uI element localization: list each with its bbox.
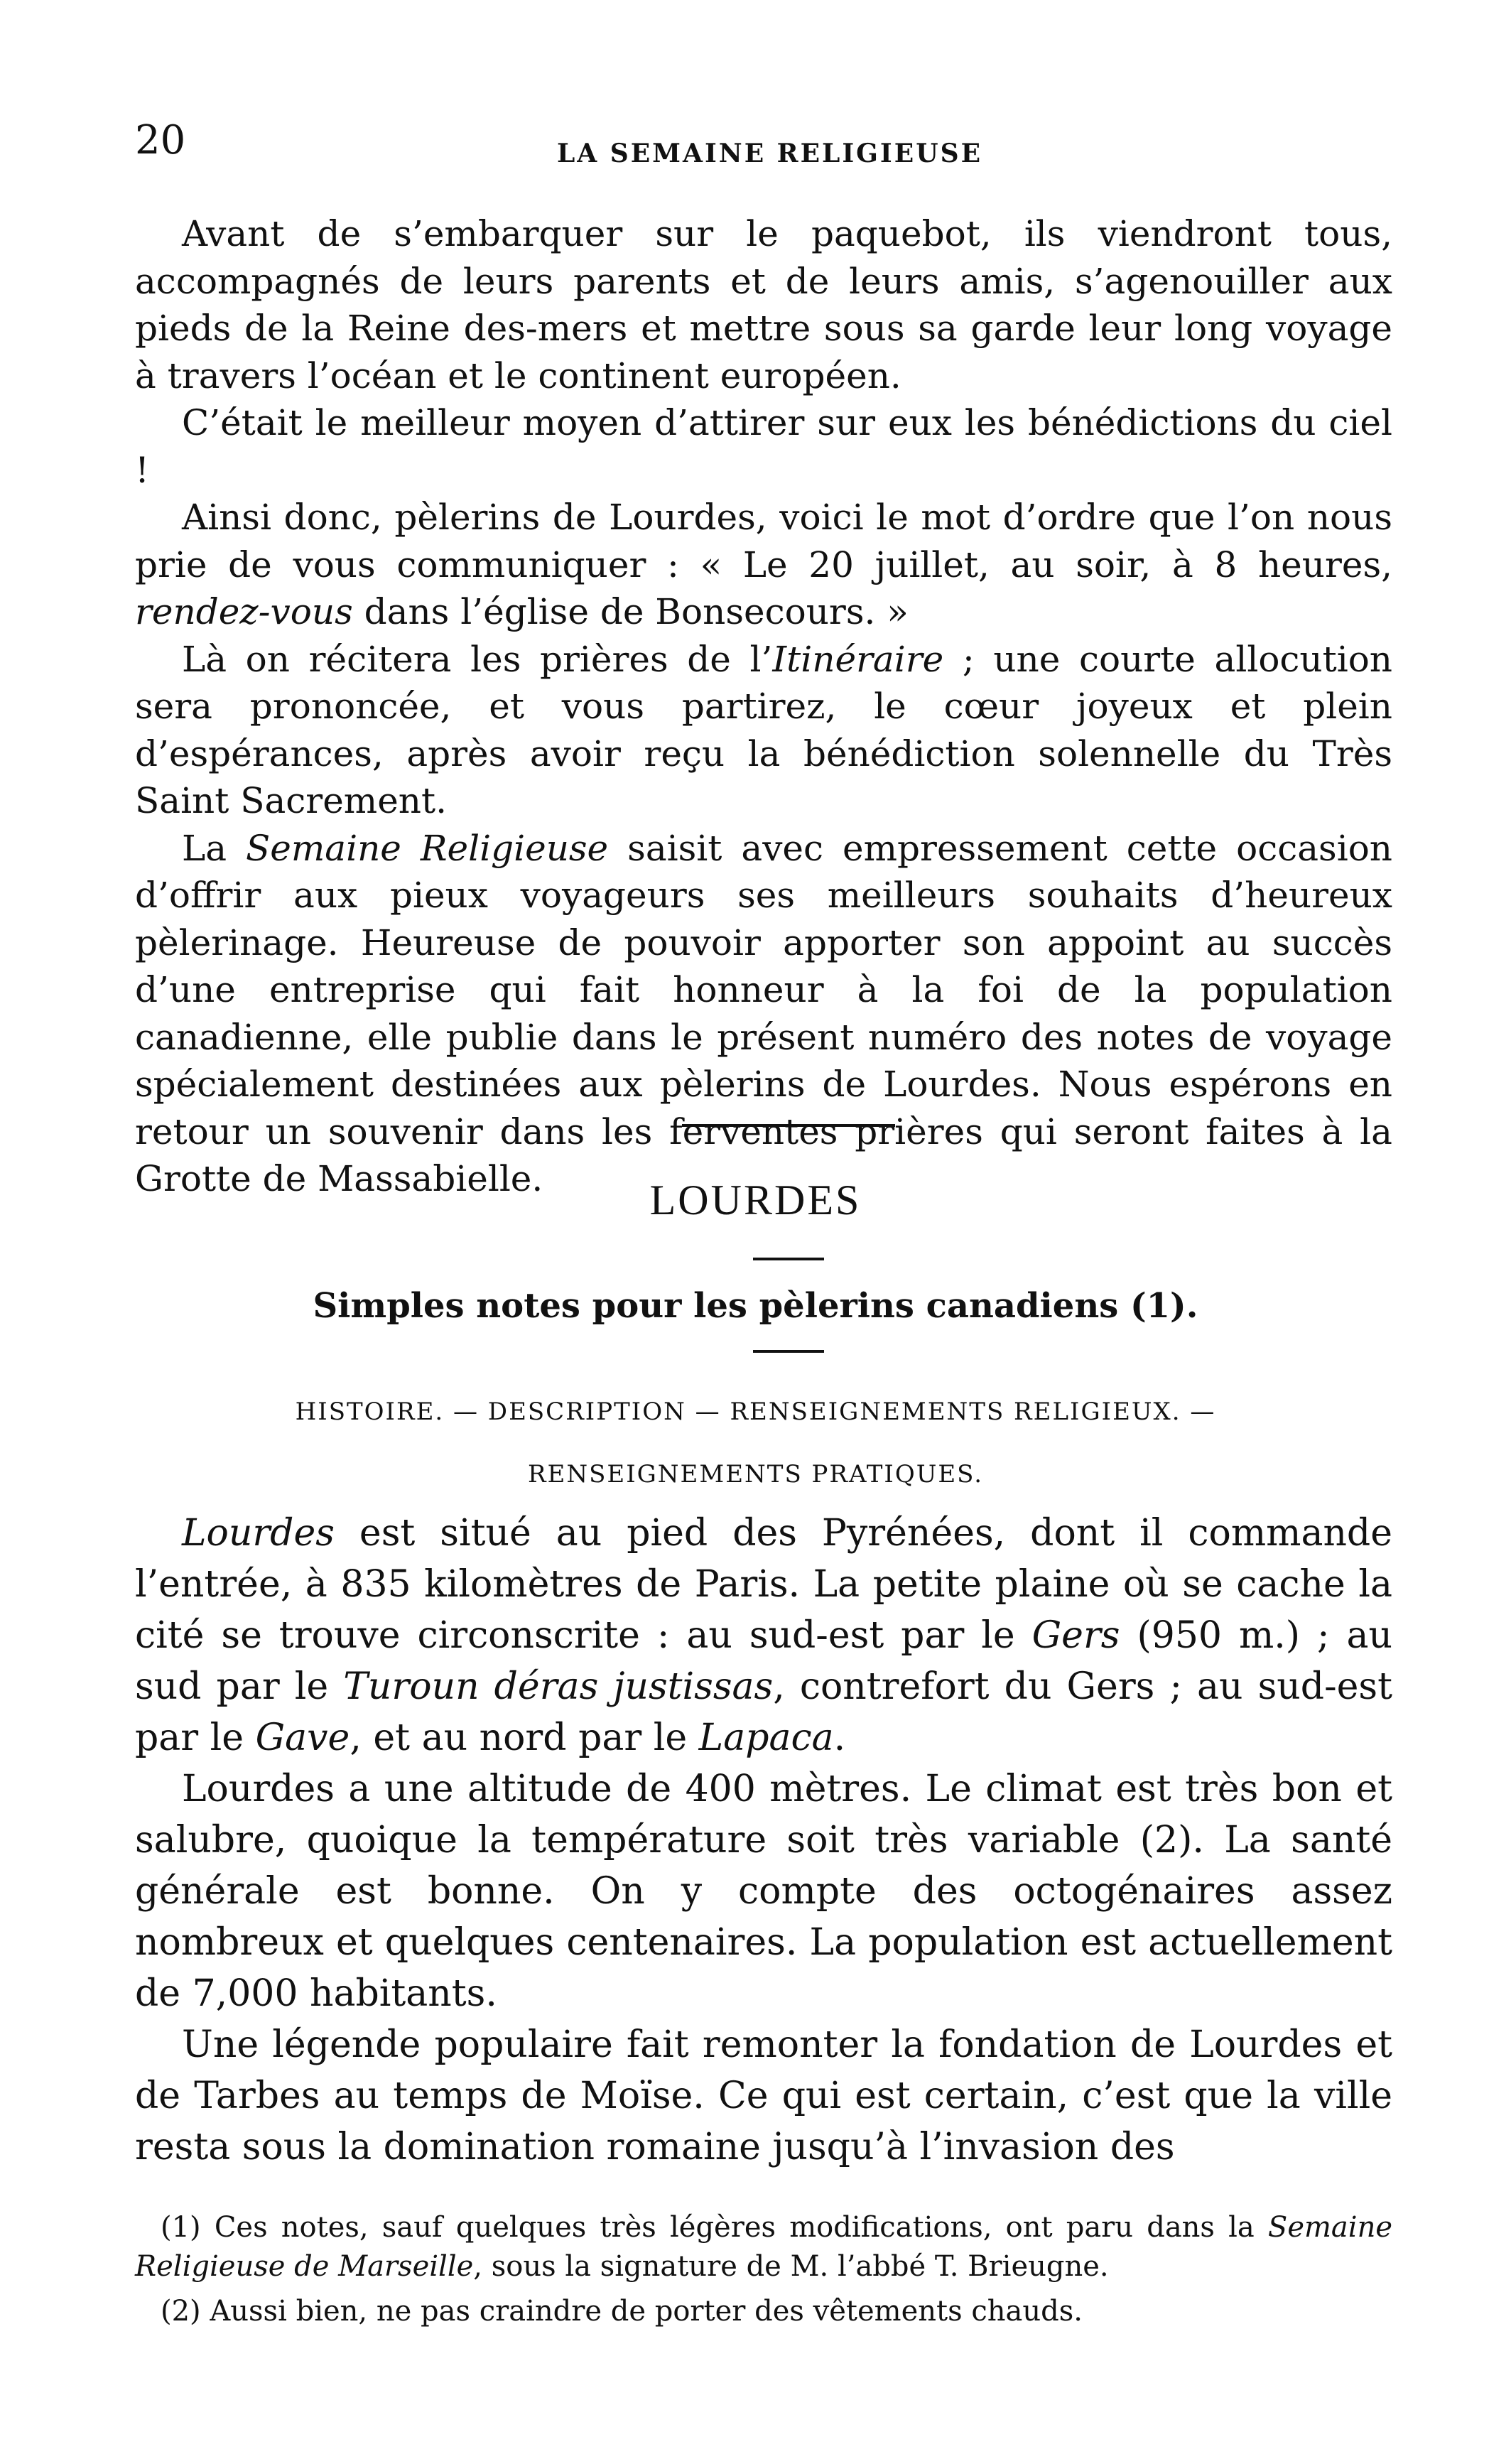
text-run: Là on récitera les prières de l’	[182, 638, 773, 680]
section-list: RENSEIGNEMENTS PRATIQUES.	[527, 1460, 984, 1488]
italic-run: Lapaca	[698, 1717, 834, 1759]
body-paragraph: Lourdes a une altitude de 400 mètres. Le climat est très bon et salubre, quoique la température soit très variable (2). La santé générale est bonne. On y compte des octogénaires assez nombreux et quelques centenaires. La population est actuellement de 7,000 habitants.	[135, 1768, 1392, 2015]
section-list: HISTOIRE. — DESCRIPTION — RENSEIGNEMENTS RELIGIEUX. —	[295, 1398, 1216, 1426]
text-run: , et au nord par le	[350, 1717, 699, 1759]
italic-run: Turoun déras justissas	[343, 1665, 774, 1708]
footnotes	[135, 2208, 1392, 2331]
article-body	[135, 1508, 1392, 2173]
article-title: LOURDES	[649, 1177, 862, 1223]
italic-run: Lourdes	[182, 1512, 335, 1555]
italic-run: rendez-vous	[135, 591, 353, 632]
intro-paragraph	[135, 825, 1392, 1203]
text-run: saisit avec empressement cette occasion d’offrir aux pieux voyageurs ses meilleurs souhaits d’heureux pèlerinage. Heureuse de pouvoir apporter son appoint au succès d’une entreprise qui fait honneur à la foi de la population canadienne, elle publie dans le présent numéro des notes de voyage spécialement destinées aux pèlerins de Lourdes. Nous espérons en retour un souvenir dans les ferventes prières qui seront faites à la Grotte de Massabielle.	[135, 827, 1393, 1199]
page-number: 20	[135, 117, 186, 163]
title-rule	[753, 1258, 824, 1260]
intro-paragraph: C’était le meilleur moyen d’attirer sur eux les bénédictions du ciel !	[135, 402, 1392, 491]
footnote	[135, 2208, 1392, 2286]
intro-paragraph	[135, 494, 1392, 636]
text-run: est situé au pied des Pyrénées, dont il commande l’entrée, à 835 kilomètres de Paris. La petite plaine où se cache la cité se trouve circonscrite : au sud-est par le	[135, 1512, 1392, 1657]
running-title: LA SEMAINE RELIGIEUSE	[556, 139, 983, 168]
section-divider	[682, 1124, 895, 1127]
intro-text	[135, 210, 1392, 1203]
text-run: , contrefort du Gers ; au sud-est par le	[135, 1665, 1392, 1759]
intro-paragraph: Avant de s’embarquer sur le paquebot, ils viendront tous, accompagnés de leurs parents et de leurs amis, s’agenouiller aux pieds de la Reine des-mers et mettre sous sa garde leur long voyage à travers l’océan et le continent européen.	[135, 213, 1392, 396]
subtitle-rule	[753, 1350, 824, 1353]
text-run: .	[833, 1717, 846, 1759]
body-paragraph	[135, 1508, 1392, 1763]
italic-run: Gave	[255, 1717, 350, 1759]
text-run: La	[182, 827, 247, 869]
footnote: (2) Aussi bien, ne pas craindre de porter des vêtements chauds.	[161, 2295, 1083, 2328]
italic-run: Itinéraire	[772, 638, 944, 680]
text-run: (1) Ces notes, sauf quelques très légères modifications, ont paru dans la	[161, 2211, 1268, 2244]
text-run: ; une courte allocution sera prononcée, et vous partirez, le cœur joyeux et plein d’espérances, après avoir reçu la bénédiction solennelle du Très Saint Sacrement.	[135, 638, 1393, 821]
text-run: , sous la signature de M. l’abbé T. Brieugne.	[473, 2250, 1109, 2283]
text-run: Ainsi donc, pèlerins de Lourdes, voici le mot d’ordre que l’on nous prie de vous communiquer : « Le 20 juillet, au soir, à 8 heures,	[135, 497, 1392, 585]
italic-run: Semaine Religieuse de Marseille	[135, 2211, 1392, 2283]
italic-run: Gers	[1031, 1614, 1120, 1657]
intro-paragraph	[135, 636, 1392, 825]
article-subtitle: Simples notes pour les pèlerins canadiens (1).	[313, 1286, 1198, 1326]
body-paragraph: Une légende populaire fait remonter la fondation de Lourdes et de Tarbes au temps de Moïse. Ce qui est certain, c’est que la ville resta sous la domination romaine jusqu’à l’invasion des	[135, 2023, 1392, 2168]
text-run: (950 m.) ; au sud par le	[135, 1614, 1392, 1708]
italic-run: Semaine Religieuse	[246, 827, 609, 869]
text-run: dans l’église de Bonsecours. »	[352, 591, 909, 632]
